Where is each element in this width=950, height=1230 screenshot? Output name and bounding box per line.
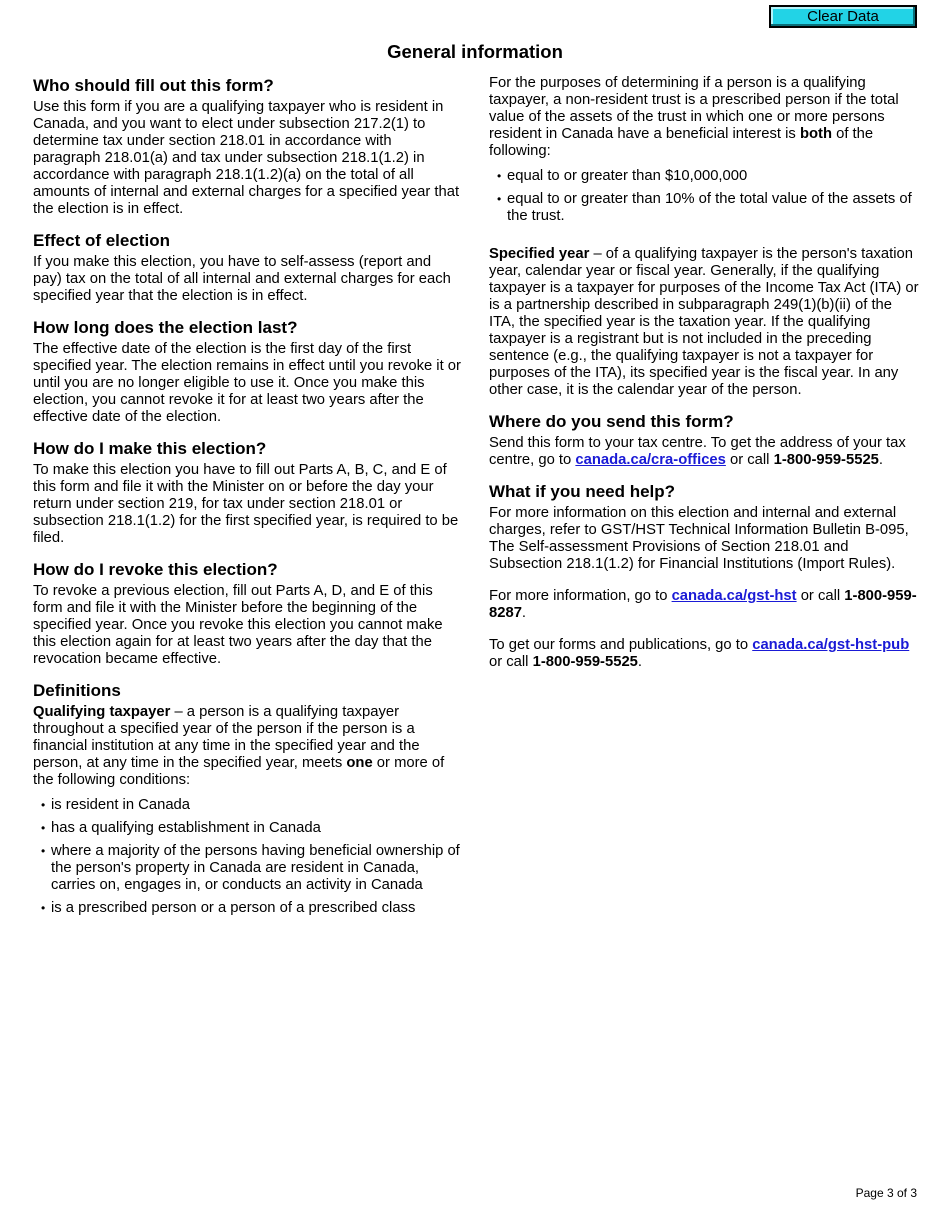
page-title: General information — [387, 41, 563, 62]
forms-text: To get our forms and publications, go to canada.ca/gst-hst-pub or call 1-800-959-5525. — [489, 637, 910, 670]
left-column — [33, 75, 463, 929]
how-revoke-heading: How do I revoke this election? — [33, 560, 278, 579]
help-text: For more information on this election and internal and external charges, refer to GST/HST Technical Information Bulletin B-095, The Self-assessment Provisions of Section 218.01 and Subsection 218.1(1.2) for Financial Institutions (Import Rules). — [489, 505, 909, 572]
cra-offices-link[interactable]: canada.ca/cra-offices — [575, 452, 726, 468]
definitions-section — [33, 680, 463, 917]
qualifying-taxpayer-definition: Qualifying taxpayer – a person is a qualifying taxpayer throughout a specified year of the person if the person is a financial institution at any time in the specified year and the person, at any time in the specified year, meets one or more of the following conditions: — [33, 704, 445, 788]
more-info-text: For more information, go to canada.ca/gst-hst or call 1-800-959-8287. — [489, 588, 917, 621]
how-long-section — [33, 317, 463, 426]
how-revoke-text: To revoke a previous election, fill out Parts A, D, and E of this form and file it with the Minister before the beginning of the specified year. Once you revoke this election you cannot make this election again for at least two years after the day that the revocation became effective. — [33, 583, 443, 667]
list-item: • equal to or greater than $10,000,000 — [489, 168, 919, 185]
list-item: • equal to or greater than 10% of the total value of the assets of the trust. — [489, 191, 919, 225]
page-number: Page 3 of 3 — [855, 1186, 917, 1200]
specified-year-definition: Specified year – of a qualifying taxpayer is the person's taxation year, calendar year or fiscal year. Generally, if the qualifying taxpayer is a taxpayer for purposes of the Income Tax Act (ITA) or is a partnership described in subparagraph 249(1)(b)(ii) of the ITA, the specified year is the taxation year. If the qualifying taxpayer is a registrant but is not included in the preceding sentence (e.g., the qualifying taxpayer is not a taxpayer for purposes of the ITA), its specified year is the fiscal year. In any other case, it is the calendar year of the person. — [489, 246, 919, 398]
specified-year-term: Specified year — [489, 246, 590, 262]
conditions-list — [33, 797, 463, 917]
who-section — [33, 75, 463, 218]
purposes-text: For the purposes of determining if a person is a qualifying taxpayer, a non-resident trust is a prescribed person if the total value of the assets of the trust in which one or more persons resident in Canada have a beneficial interest is both of the following: — [489, 75, 899, 159]
trust-conditions-list — [489, 168, 919, 225]
effect-section — [33, 230, 463, 305]
how-revoke-section — [33, 559, 463, 668]
send-heading: Where do you send this form? — [489, 412, 734, 431]
info-phone: 1-800-959-8287 — [489, 588, 917, 621]
help-heading: What if you need help? — [489, 482, 676, 501]
effect-heading: Effect of election — [33, 231, 170, 250]
specified-year-section — [489, 246, 919, 399]
gst-hst-link[interactable]: canada.ca/gst-hst — [671, 588, 797, 604]
list-item: • has a qualifying establishment in Canada — [33, 820, 463, 837]
how-make-heading: How do I make this election? — [33, 439, 267, 458]
list-item: • is a prescribed person or a person of a prescribed class — [33, 900, 463, 917]
list-item: • is resident in Canada — [33, 797, 463, 814]
how-make-text: To make this election you have to fill out Parts A, B, C, and E of this form and file it with the Minister on or before the day your return under section 219, for tax under section 218.01 or subsection 218.1(1.2) for the first specified year, is required to be filed. — [33, 462, 459, 546]
list-item: • where a majority of the persons having beneficial ownership of the person's property in Canada are resident in Canada, carries on, engages in, or conducts an activity in Canada — [33, 843, 463, 894]
effect-text: If you make this election, you have to self-assess (report and pay) tax on the total of all internal and external charges for each specified year that the election is in effect. — [33, 254, 451, 304]
how-make-section — [33, 438, 463, 547]
how-long-heading: How long does the election last? — [33, 318, 298, 337]
gst-hst-pub-link[interactable]: canada.ca/gst-hst-pub — [752, 637, 910, 653]
clear-data-button[interactable]: Clear Data — [769, 5, 917, 28]
right-column — [489, 75, 919, 683]
send-section — [489, 411, 919, 469]
who-text: Use this form if you are a qualifying taxpayer who is resident in Canada, and you want to elect under subsection 217.2(1) to determine tax under section 218.01 in accordance with paragraph 218.01(a) and tax under subsection 218.1(1.2) in accordance with paragraph 218.1(1.2)(a) on the total of all amounts of internal and external charges for a specified year that the election is in effect. — [33, 99, 460, 217]
tax-centre-phone: 1-800-959-5525 — [773, 452, 879, 468]
qualifying-taxpayer-term: Qualifying taxpayer — [33, 704, 171, 720]
definitions-heading: Definitions — [33, 681, 121, 700]
how-long-text: The effective date of the election is the first day of the first specified year. The election remains in effect until you revoke it or until you are no longer eligible to use it. Once you make this election, you cannot revoke it for at least two years after the effective date of the election. — [33, 341, 461, 425]
forms-phone: 1-800-959-5525 — [532, 654, 638, 670]
send-text: Send this form to your tax centre. To get the address of your tax centre, go to canada.ca/cra-offices or call 1-800-959-5525. — [489, 435, 906, 468]
help-section — [489, 481, 919, 671]
who-heading: Who should fill out this form? — [33, 76, 274, 95]
